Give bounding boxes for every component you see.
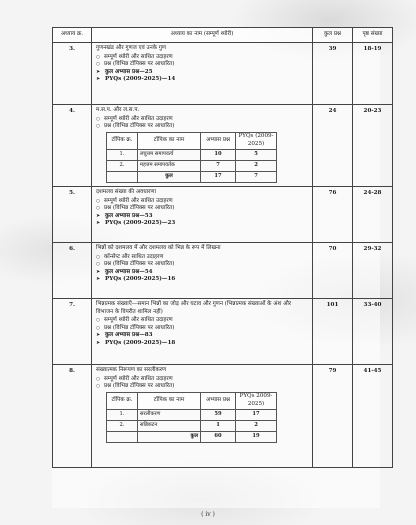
topic-col-name: टॉपिक का नाम <box>138 132 201 149</box>
topic-total-row <box>107 171 277 182</box>
chapter-number: 8. <box>53 365 92 468</box>
topic-col-no: टॉपिक क्र. <box>107 132 138 149</box>
chapter-title: गुणनखंड और गुणज एवं उनके गुण <box>96 45 166 51</box>
topic-total-label: कुल <box>138 431 201 442</box>
chapter-question-count: 101 <box>313 299 353 365</box>
topic-total-practice: 17 <box>201 171 236 182</box>
topic-col-no: टॉपिक क्र. <box>107 392 138 409</box>
chapter-number: 7. <box>53 299 92 365</box>
chapter-page-range: 18-19 <box>353 43 393 105</box>
topic-name: लघुत्तम समापवर्त्य <box>138 149 201 160</box>
chapter-question-count: 70 <box>313 243 353 299</box>
chapter-subitem: ○ सम्पूर्ण थ्योरी और साथित उदाहरण <box>96 376 309 384</box>
topic-no: 1. <box>107 149 138 160</box>
topic-pyq: 17 <box>236 409 277 420</box>
topic-total-label: कुल <box>138 171 201 182</box>
header-chapter-no: अध्याय क्र. <box>53 28 92 43</box>
chapter-row <box>53 299 393 365</box>
chapter-subitem: ○ कॉन्सेप्ट और साथित उदाहरण <box>96 254 309 262</box>
chapter-question-count: 24 <box>313 105 353 187</box>
chapter-subitem: ○ प्रश्न (विभिन्न टॉपिक्स पर आधारित) <box>96 205 309 213</box>
topic-col-name: टॉपिक का नाम <box>138 392 201 409</box>
chapter-number: 6. <box>53 243 92 299</box>
topic-total-row <box>107 431 277 442</box>
topic-row <box>107 409 277 420</box>
chapter-page-range: 24-28 <box>353 187 393 243</box>
practice-count: ➤ कुल अभ्यास प्रश्न—53 <box>96 213 309 221</box>
chapter-subitem: ○ प्रश्न (विभिन्न टॉपिक्स पर आधारित) <box>96 61 309 69</box>
chapter-title: म.स.प. और ल.स.प. <box>96 107 140 113</box>
practice-count: ➤ कुल अभ्यास प्रश्न—25 <box>96 69 309 77</box>
pyq-count: ➤ PYQs (2009-2025)—18 <box>96 340 309 348</box>
topic-col-pyq: PYQs 2009-2025) <box>236 392 277 409</box>
topic-row <box>107 420 277 431</box>
chapter-subitem: ○ सम्पूर्ण थ्योरी और साथित उदाहरण <box>96 54 309 62</box>
chapter-row <box>53 187 393 243</box>
topic-total-spacer <box>107 171 138 182</box>
chapter-question-count: 76 <box>313 187 353 243</box>
topic-no: 2. <box>107 420 138 431</box>
topic-practice: 10 <box>201 149 236 160</box>
chapter-question-count: 39 <box>313 43 353 105</box>
topic-no: 1. <box>107 409 138 420</box>
chapter-title: दशमलव संख्या की अवधारणा <box>96 189 156 195</box>
topic-pyq: 2 <box>236 420 277 431</box>
chapter-row <box>53 43 393 105</box>
chapter-number: 5. <box>53 187 92 243</box>
practice-count: ➤ कुल अभ्यास प्रश्न—83 <box>96 332 309 340</box>
chapter-title: भिन्नात्मक संख्याएँ—समान भिन्नों का जोड़ और घटाव और गुणन (भिन्नात्मक संख्याओं के अंश और विभाजन के विपरीत शामिल नहीं) <box>96 301 292 315</box>
chapter-subitem: ○ प्रश्न (विभिन्न टॉपिक्स पर आधारित) <box>96 383 309 391</box>
pyq-count: ➤ PYQs (2009-2025)—14 <box>96 76 309 84</box>
topic-total-spacer <box>107 431 138 442</box>
chapter-subitem: ○ प्रश्न (विभिन्न टॉपिक्स पर आधारित) <box>96 325 309 333</box>
table-header-row <box>53 28 393 43</box>
topic-no: 2. <box>107 160 138 171</box>
topic-col-practice: अभ्यास प्रश्न <box>201 392 236 409</box>
chapter-details <box>92 243 313 299</box>
chapter-title: भिन्नों को दशमलव में और दशमलव को भिन्न के रूप में लिखना <box>96 245 221 251</box>
topic-table <box>106 132 277 183</box>
chapter-details <box>92 105 313 187</box>
chapter-question-count: 79 <box>313 365 353 468</box>
topic-table-header <box>107 132 277 149</box>
topic-col-practice: अभ्यास प्रश्न <box>201 132 236 149</box>
topic-row <box>107 149 277 160</box>
page-number-footer: ( iv ) <box>201 511 215 518</box>
chapter-number: 4. <box>53 105 92 187</box>
chapter-subitem: ○ सम्पूर्ण थ्योरी और साथित उदाहरण <box>96 198 309 206</box>
topic-name: सन्निकटन <box>138 420 201 431</box>
chapter-subitem: ○ सम्पूर्ण थ्योरी और साथित उदाहरण <box>96 116 309 124</box>
contents-table <box>52 27 393 468</box>
topic-practice: 7 <box>201 160 236 171</box>
chapter-page-range: 33-40 <box>353 299 393 365</box>
header-total-questions: कुल प्रश्न <box>313 28 353 43</box>
practice-count: ➤ कुल अभ्यास प्रश्न—54 <box>96 269 309 277</box>
topic-row <box>107 160 277 171</box>
chapter-page-range: 20-23 <box>353 105 393 187</box>
chapter-title: संख्यात्मक निरूपण का सरलीकरण <box>96 367 167 373</box>
chapter-details <box>92 43 313 105</box>
chapter-details <box>92 365 313 468</box>
topic-total-pyq: 19 <box>236 431 277 442</box>
pyq-count: ➤ PYQs (2009-2025)—16 <box>96 276 309 284</box>
topic-total-practice: 60 <box>201 431 236 442</box>
chapter-subitem: ○ प्रश्न (विभिन्न टॉपिक्स पर आधारित) <box>96 261 309 269</box>
topic-pyq: 2 <box>236 160 277 171</box>
topic-col-pyq: PYQs (2009-2025) <box>236 132 277 149</box>
chapter-row <box>53 365 393 468</box>
chapter-page-range: 41-45 <box>353 365 393 468</box>
topic-name: सरलीकरण <box>138 409 201 420</box>
topic-table-header <box>107 392 277 409</box>
header-chapter-name: अध्याय का नाम (सम्पूर्ण थ्योरी) <box>92 28 313 43</box>
pyq-count: ➤ PYQs (2009-2025)—23 <box>96 220 309 228</box>
topic-table <box>106 392 277 443</box>
chapter-subitem: ○ सम्पूर्ण थ्योरी और साथित उदाहरण <box>96 317 309 325</box>
chapter-page-range: 29-32 <box>353 243 393 299</box>
chapter-subitem: ○ प्रश्न (विभिन्न टॉपिक्स पर आधारित) <box>96 123 309 131</box>
topic-total-pyq: 7 <box>236 171 277 182</box>
chapter-row <box>53 105 393 187</box>
topic-pyq: 5 <box>236 149 277 160</box>
chapter-number: 3. <box>53 43 92 105</box>
topic-practice: 1 <box>201 420 236 431</box>
chapter-details <box>92 299 313 365</box>
header-page-numbers: पृष्ठ संख्या <box>353 28 393 43</box>
topic-name: महत्तम समापवर्तक <box>138 160 201 171</box>
chapter-details <box>92 187 313 243</box>
topic-practice: 59 <box>201 409 236 420</box>
chapter-row <box>53 243 393 299</box>
